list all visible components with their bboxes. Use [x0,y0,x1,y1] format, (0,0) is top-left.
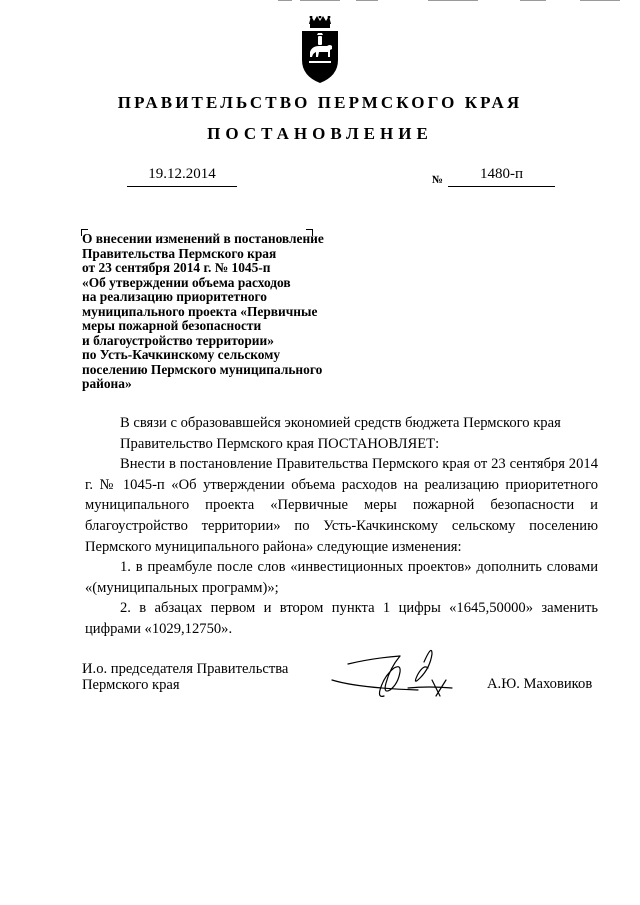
subject-line: меры пожарной безопасности [82,318,262,333]
subject-line: от 23 сентября 2014 г. № 1045-п [82,260,271,275]
subject-line: муниципального проекта «Первичные [82,303,318,319]
document-type: ПОСТАНОВЛЕНИЕ [207,124,433,143]
perm-krai-coat-of-arms-icon [297,16,343,84]
body-paragraph: 2. в абзацах первом и втором пункта 1 цифры «1645,50000» заменить цифрами «1029,12750». [85,600,598,637]
document-date: 19.12.2014 [148,166,216,182]
subject-line: «Об утверждении объема расходов [82,274,291,290]
subject-line: на реализацию приоритетного [82,289,267,304]
document-body [85,413,598,640]
body-paragraph: Внести в постановление Правительства Пермского края от 23 сентября 2014 г. № 1045-п «Об утверждении объема расходов на реализацию приоритетного муниципального проекта «Первичные меры пожарной безопасности и благоустройство территории» по Усть-Качкинскому сельскому поселению Пермского муниципального района» следующие изменения: [85,456,598,555]
subject-line: О внесении изменений в постановление [82,231,324,246]
subject-line: района» [82,376,132,391]
number-sign: № [432,174,444,186]
body-paragraph: Правительство Пермского края ПОСТАНОВЛЯЕТ: [120,435,440,452]
signatory-title [82,662,288,693]
subject-line: и благоустройство территории» [82,332,274,348]
government-title: ПРАВИТЕЛЬСТВО ПЕРМСКОГО КРАЯ [117,93,523,112]
subject-line: Правительства Пермского края [82,245,277,261]
body-paragraph: 1. в преамбуле после слов «инвестиционных проектов» дополнить словами «(муниципальных программ)»; [85,559,598,596]
handwritten-signature [328,638,458,708]
subject-line: поселению Пермского муниципального [82,361,323,377]
body-paragraph: В связи с образовавшейся экономией средств бюджета Пермского края [120,415,561,431]
document-subject [82,232,372,392]
scan-artifact-top [0,0,640,6]
signatory-title-line: Пермского края [82,676,180,693]
document-number: 1480-п [479,166,524,182]
subject-line: по Усть-Качкинскому сельскому [82,347,281,362]
number-underline [448,186,555,187]
date-underline [127,186,237,187]
signatory-name: А.Ю. Маховиков [487,676,593,692]
signatory-title-line: И.о. председателя Правительства [82,661,289,677]
